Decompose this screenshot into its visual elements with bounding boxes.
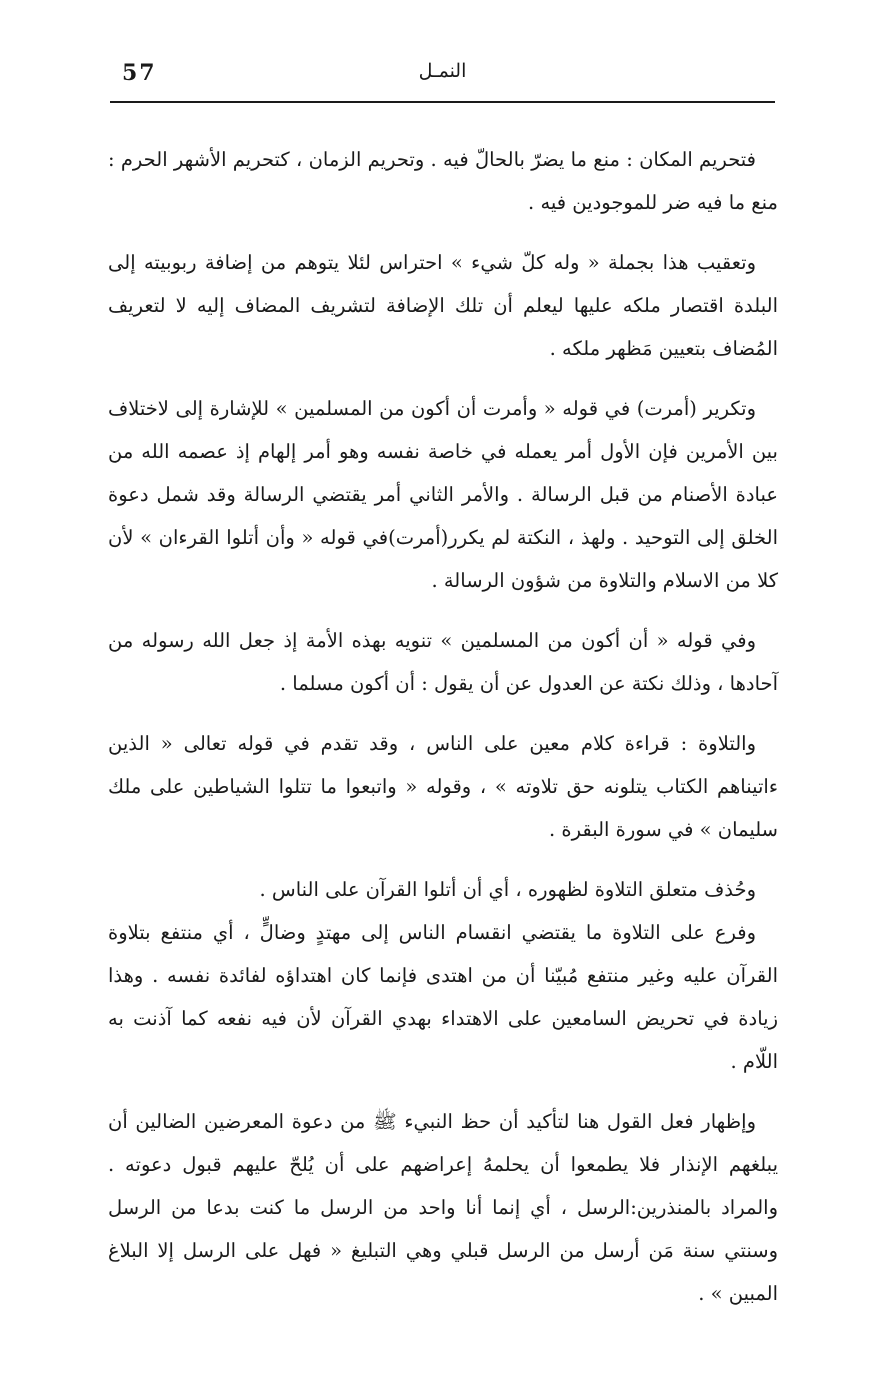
header-rule xyxy=(110,101,775,103)
page-number: 57 xyxy=(122,60,157,86)
paragraph: وفي قوله « أن أكون من المسلمين » تنويه بهذه الأمة إذ جعل الله رسوله من آحادها ، وذلك نكتة عن العدول عن أن يقول : أن أكون مسلما . xyxy=(108,629,778,695)
page-body xyxy=(108,138,778,1332)
paragraph: وتعقيب هذا بجملة « وله كلّ شيء » احتراس لئلا يتوهم من إضافة ربوبيته إلى البلدة اقتصار ملكه عليها ليعلم أن تلك الإضافة لتشريف المضاف إليه لا لتعريف المُضاف بتعيين مَظهر ملكه . xyxy=(108,251,778,360)
page-header xyxy=(110,60,775,100)
running-title: النمـل xyxy=(418,60,467,82)
paragraph: والتلاوة : قراءة كلام معين على الناس ، وقد تقدم في قوله تعالى « الذين ءاتيناهم الكتاب يتلونه حق تلاوته » ، وقوله « واتبعوا ما تتلوا الشياطين على ملك سليمان » في سورة البقرة . xyxy=(108,732,778,841)
paragraph: وفرع على التلاوة ما يقتضي انقسام الناس إلى مهتدٍ وضالٍّ ، أي منتفع بتلاوة القرآن عليه وغير منتفع مُبيّنا أن من اهتدى فإنما كان اهتداؤه لفائدة نفسه . وهذا زيادة في تحريض السامعين على الاهتداء بهدي القرآن لأن فيه نفعه كما آذنت به اللّام . xyxy=(108,921,778,1073)
paragraph: وتكرير (أمرت) في قوله « وأمرت أن أكون من المسلمين » للإشارة إلى لاختلاف بين الأمرين فإن الأول أمر يعمله في خاصة نفسه وهو أمر إلهام إذ عصمه الله من عبادة الأصنام من قبل الرسالة . والأمر الثاني أمر يقتضي الرسالة وقد شمل دعوة الخلق إلى التوحيد . ولهذ ، النكتة لم يكرر(أمرت)في قوله « وأن أتلوا القرءان » لأن كلا من الاسلام والتلاوة من شؤون الرسالة . xyxy=(108,397,778,592)
paragraph: وحُذف متعلق التلاوة لظهوره ، أي أن أتلوا القرآن على الناس . xyxy=(259,878,756,901)
paragraph: وإظهار فعل القول هنا لتأكيد أن حظ النبيء ﷺ من دعوة المعرضين الضالين أن يبلغهم الإنذار فلا يطمعوا أن يحلمهُ إعراضهم على أن يُلحّ عليهم قبول دعوته . والمراد بالمنذرين:الرسل ، أي إنما أنا واحد من الرسل ما كنت بدعا من الرسل وسنتي سنة مَن أرسل من الرسل قبلي وهي التبليغ « فهل على الرسل إلا البلاغ المبين » . xyxy=(108,1110,778,1305)
paragraph: فتحريم المكان : منع ما يضرّ بالحالّ فيه . وتحريم الزمان ، كتحريم الأشهر الحرم : منع ما فيه ضر للموجودين فيه . xyxy=(108,148,778,214)
